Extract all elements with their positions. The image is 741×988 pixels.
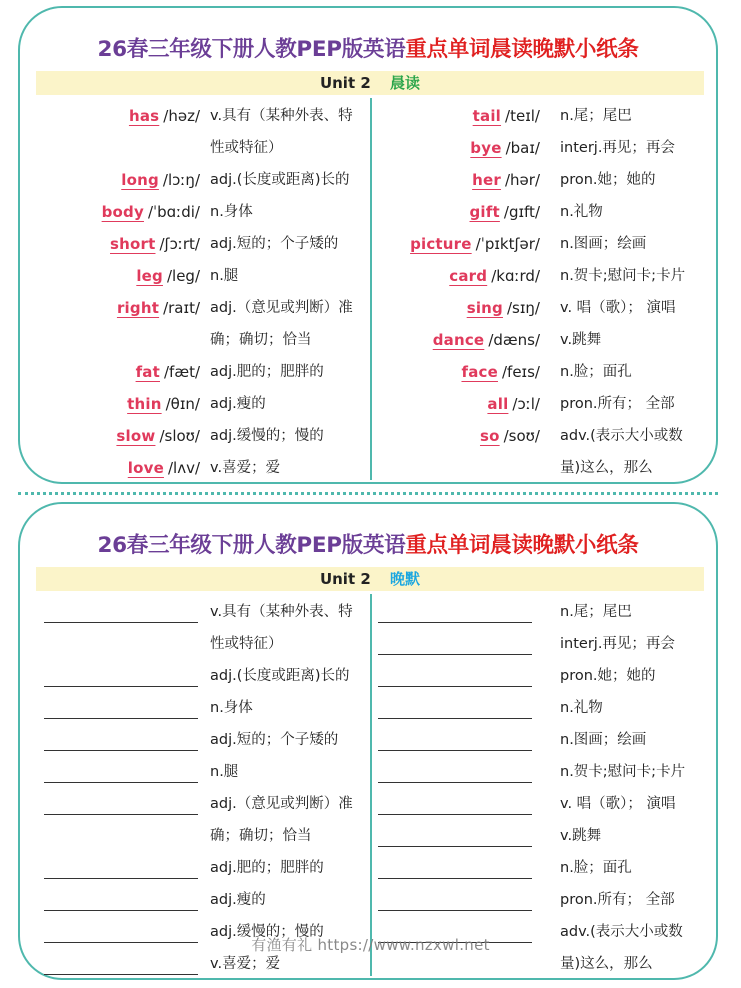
right-meaning: n.贺卡;慰问卡;卡片 bbox=[560, 764, 686, 780]
left-meaning: n.腿 bbox=[210, 268, 239, 284]
right-blank-line[interactable] bbox=[378, 878, 532, 879]
right-meaning: n.脸；面孔 bbox=[560, 364, 632, 380]
right-word-entry bbox=[20, 356, 540, 388]
phonetic: /ʃɔːrt/ bbox=[159, 235, 200, 253]
left-meaning: adj.短的；个子矮的 bbox=[210, 732, 339, 748]
right-word-entry bbox=[20, 388, 540, 420]
left-blank-line[interactable] bbox=[44, 974, 198, 975]
english-word: tail bbox=[472, 107, 502, 125]
left-blank-line[interactable] bbox=[44, 878, 198, 879]
right-meaning: n.图画；绘画 bbox=[560, 236, 647, 252]
phonetic: /kɑːrd/ bbox=[491, 267, 540, 285]
right-meaning: n.礼物 bbox=[560, 700, 603, 716]
right-meaning: pron.所有； 全部 bbox=[560, 892, 675, 908]
right-blank-line[interactable] bbox=[378, 814, 532, 815]
right-blank-line[interactable] bbox=[378, 782, 532, 783]
unit-bar bbox=[36, 567, 704, 591]
right-meaning: v.跳舞 bbox=[560, 332, 602, 348]
title-part1: 26春三年级下册人教PEP版英语 bbox=[97, 37, 406, 62]
right-word-entry bbox=[20, 260, 540, 292]
unit-label: Unit 2 bbox=[319, 74, 371, 92]
right-meaning: v.跳舞 bbox=[560, 828, 602, 844]
right-meaning: n.贺卡;慰问卡;卡片 bbox=[560, 268, 686, 284]
phonetic: /ɔːl/ bbox=[512, 395, 540, 413]
left-meaning: adj.（意见或判断）准 bbox=[210, 796, 353, 812]
morning-reading-card bbox=[18, 6, 718, 484]
right-word-entry bbox=[20, 324, 540, 356]
phonetic: /sloʊ/ bbox=[159, 427, 200, 445]
phonetic: /lʌv/ bbox=[167, 459, 200, 477]
phonetic: /həz/ bbox=[163, 107, 200, 125]
english-word: fat bbox=[135, 363, 160, 381]
unit-bar bbox=[36, 71, 704, 95]
left-blank-line[interactable] bbox=[44, 718, 198, 719]
right-blank-line[interactable] bbox=[378, 654, 532, 655]
right-meaning: n.图画；绘画 bbox=[560, 732, 647, 748]
title-part2: 重点单词晨读晚默小纸条 bbox=[405, 533, 639, 558]
right-meaning: n.尾；尾巴 bbox=[560, 108, 632, 124]
column-divider bbox=[370, 594, 372, 976]
english-word: card bbox=[449, 267, 488, 285]
right-word-entry bbox=[20, 228, 540, 260]
right-word-entry bbox=[20, 420, 540, 452]
right-word-entry bbox=[20, 164, 540, 196]
phonetic: /θɪn/ bbox=[165, 395, 200, 413]
english-word: has bbox=[128, 107, 160, 125]
left-blank-line[interactable] bbox=[44, 814, 198, 815]
left-meaning: n.腿 bbox=[210, 764, 239, 780]
right-meaning: n.尾；尾巴 bbox=[560, 604, 632, 620]
phonetic: /hər/ bbox=[504, 171, 540, 189]
left-meaning: v.具有（某种外表、特 bbox=[210, 604, 353, 620]
left-meaning: 确；确切；恰当 bbox=[210, 332, 312, 348]
phonetic: /raɪt/ bbox=[163, 299, 200, 317]
right-word-entry bbox=[20, 100, 540, 132]
right-meaning: adv.(表示大小或数 bbox=[560, 428, 683, 444]
title-part1: 26春三年级下册人教PEP版英语 bbox=[97, 533, 406, 558]
left-meaning: n.身体 bbox=[210, 204, 253, 220]
english-word: right bbox=[116, 299, 160, 317]
left-meaning: adj.（意见或判断）准 bbox=[210, 300, 353, 316]
right-meaning: v. 唱（歌）； 演唱 bbox=[560, 796, 676, 812]
left-word-entry bbox=[20, 452, 200, 484]
left-meaning: 确；确切；恰当 bbox=[210, 828, 312, 844]
left-meaning: n.身体 bbox=[210, 700, 253, 716]
phonetic: /feɪs/ bbox=[501, 363, 540, 381]
english-word: gift bbox=[469, 203, 500, 221]
phonetic: /ˈbɑːdi/ bbox=[147, 203, 200, 221]
left-meaning: v.喜爱；爱 bbox=[210, 956, 281, 972]
english-word: short bbox=[110, 235, 156, 253]
phonetic: /dæns/ bbox=[488, 331, 540, 349]
phonetic: /leg/ bbox=[166, 267, 200, 285]
english-word: all bbox=[487, 395, 509, 413]
right-meaning: pron.她；她的 bbox=[560, 172, 656, 188]
left-blank-line[interactable] bbox=[44, 782, 198, 783]
left-blank-line[interactable] bbox=[44, 910, 198, 911]
english-word: picture bbox=[410, 235, 472, 253]
phonetic: /teɪl/ bbox=[505, 107, 540, 125]
left-meaning: adj.缓慢的；慢的 bbox=[210, 428, 324, 444]
english-word: slow bbox=[116, 427, 156, 445]
english-word: thin bbox=[127, 395, 162, 413]
left-meaning: v.具有（某种外表、特 bbox=[210, 108, 353, 124]
english-word: leg bbox=[136, 267, 163, 285]
english-word: her bbox=[472, 171, 501, 189]
right-meaning: pron.她；她的 bbox=[560, 668, 656, 684]
phonetic: /baɪ/ bbox=[505, 139, 540, 157]
english-word: dance bbox=[432, 331, 485, 349]
right-blank-line[interactable] bbox=[378, 686, 532, 687]
english-word: love bbox=[127, 459, 164, 477]
left-meaning: adj.肥的；肥胖的 bbox=[210, 364, 324, 380]
left-meaning: v.喜爱；爱 bbox=[210, 460, 281, 476]
cut-line bbox=[18, 492, 718, 495]
left-blank-line[interactable] bbox=[44, 686, 198, 687]
english-word: long bbox=[121, 171, 159, 189]
left-meaning: adj.瘦的 bbox=[210, 892, 266, 908]
right-blank-line[interactable] bbox=[378, 718, 532, 719]
english-word: face bbox=[461, 363, 498, 381]
right-blank-line[interactable] bbox=[378, 750, 532, 751]
left-meaning: 性或特征） bbox=[210, 636, 283, 652]
right-meaning: v. 唱（歌）； 演唱 bbox=[560, 300, 676, 316]
card-title bbox=[20, 528, 716, 559]
left-meaning: adj.短的；个子矮的 bbox=[210, 236, 339, 252]
left-meaning: adj.(长度或距离)长的 bbox=[210, 668, 350, 684]
right-meaning: pron.所有； 全部 bbox=[560, 396, 675, 412]
left-blank-line[interactable] bbox=[44, 750, 198, 751]
right-meaning: interj.再见；再会 bbox=[560, 636, 675, 652]
right-blank-line[interactable] bbox=[378, 846, 532, 847]
phonetic: /fæt/ bbox=[164, 363, 200, 381]
right-blank-line[interactable] bbox=[378, 622, 532, 623]
right-meaning: n.礼物 bbox=[560, 204, 603, 220]
evening-tag: 晚默 bbox=[390, 570, 421, 588]
card-title bbox=[20, 32, 716, 63]
right-meaning: n.脸；面孔 bbox=[560, 860, 632, 876]
right-meaning: 量)这么，那么 bbox=[560, 460, 653, 476]
left-meaning: adj.肥的；肥胖的 bbox=[210, 860, 324, 876]
english-word: so bbox=[479, 427, 500, 445]
watermark: 有渔有礼 https://www.nzxwl.net bbox=[251, 936, 490, 954]
phonetic: /soʊ/ bbox=[503, 427, 540, 445]
morning-tag: 晨读 bbox=[390, 74, 421, 92]
right-word-entry bbox=[20, 196, 540, 228]
right-meaning: interj.再见；再会 bbox=[560, 140, 675, 156]
english-word: body bbox=[101, 203, 144, 221]
right-word-entry bbox=[20, 132, 540, 164]
right-word-entry bbox=[20, 292, 540, 324]
phonetic: /lɔːŋ/ bbox=[162, 171, 200, 189]
english-word: bye bbox=[470, 139, 502, 157]
right-meaning: 量)这么，那么 bbox=[560, 956, 653, 972]
left-meaning: adj.缓慢的；慢的 bbox=[210, 924, 324, 940]
right-blank-line[interactable] bbox=[378, 910, 532, 911]
phonetic: /ˈpɪktʃər/ bbox=[475, 235, 540, 253]
english-word: sing bbox=[466, 299, 503, 317]
right-meaning: adv.(表示大小或数 bbox=[560, 924, 683, 940]
left-meaning: 性或特征） bbox=[210, 140, 283, 156]
title-part2: 重点单词晨读晚默小纸条 bbox=[405, 37, 639, 62]
left-blank-line[interactable] bbox=[44, 622, 198, 623]
unit-label: Unit 2 bbox=[319, 570, 371, 588]
phonetic: /gɪft/ bbox=[503, 203, 540, 221]
left-meaning: adj.(长度或距离)长的 bbox=[210, 172, 350, 188]
evening-dictation-card bbox=[18, 502, 718, 980]
left-meaning: adj.瘦的 bbox=[210, 396, 266, 412]
phonetic: /sɪŋ/ bbox=[506, 299, 540, 317]
